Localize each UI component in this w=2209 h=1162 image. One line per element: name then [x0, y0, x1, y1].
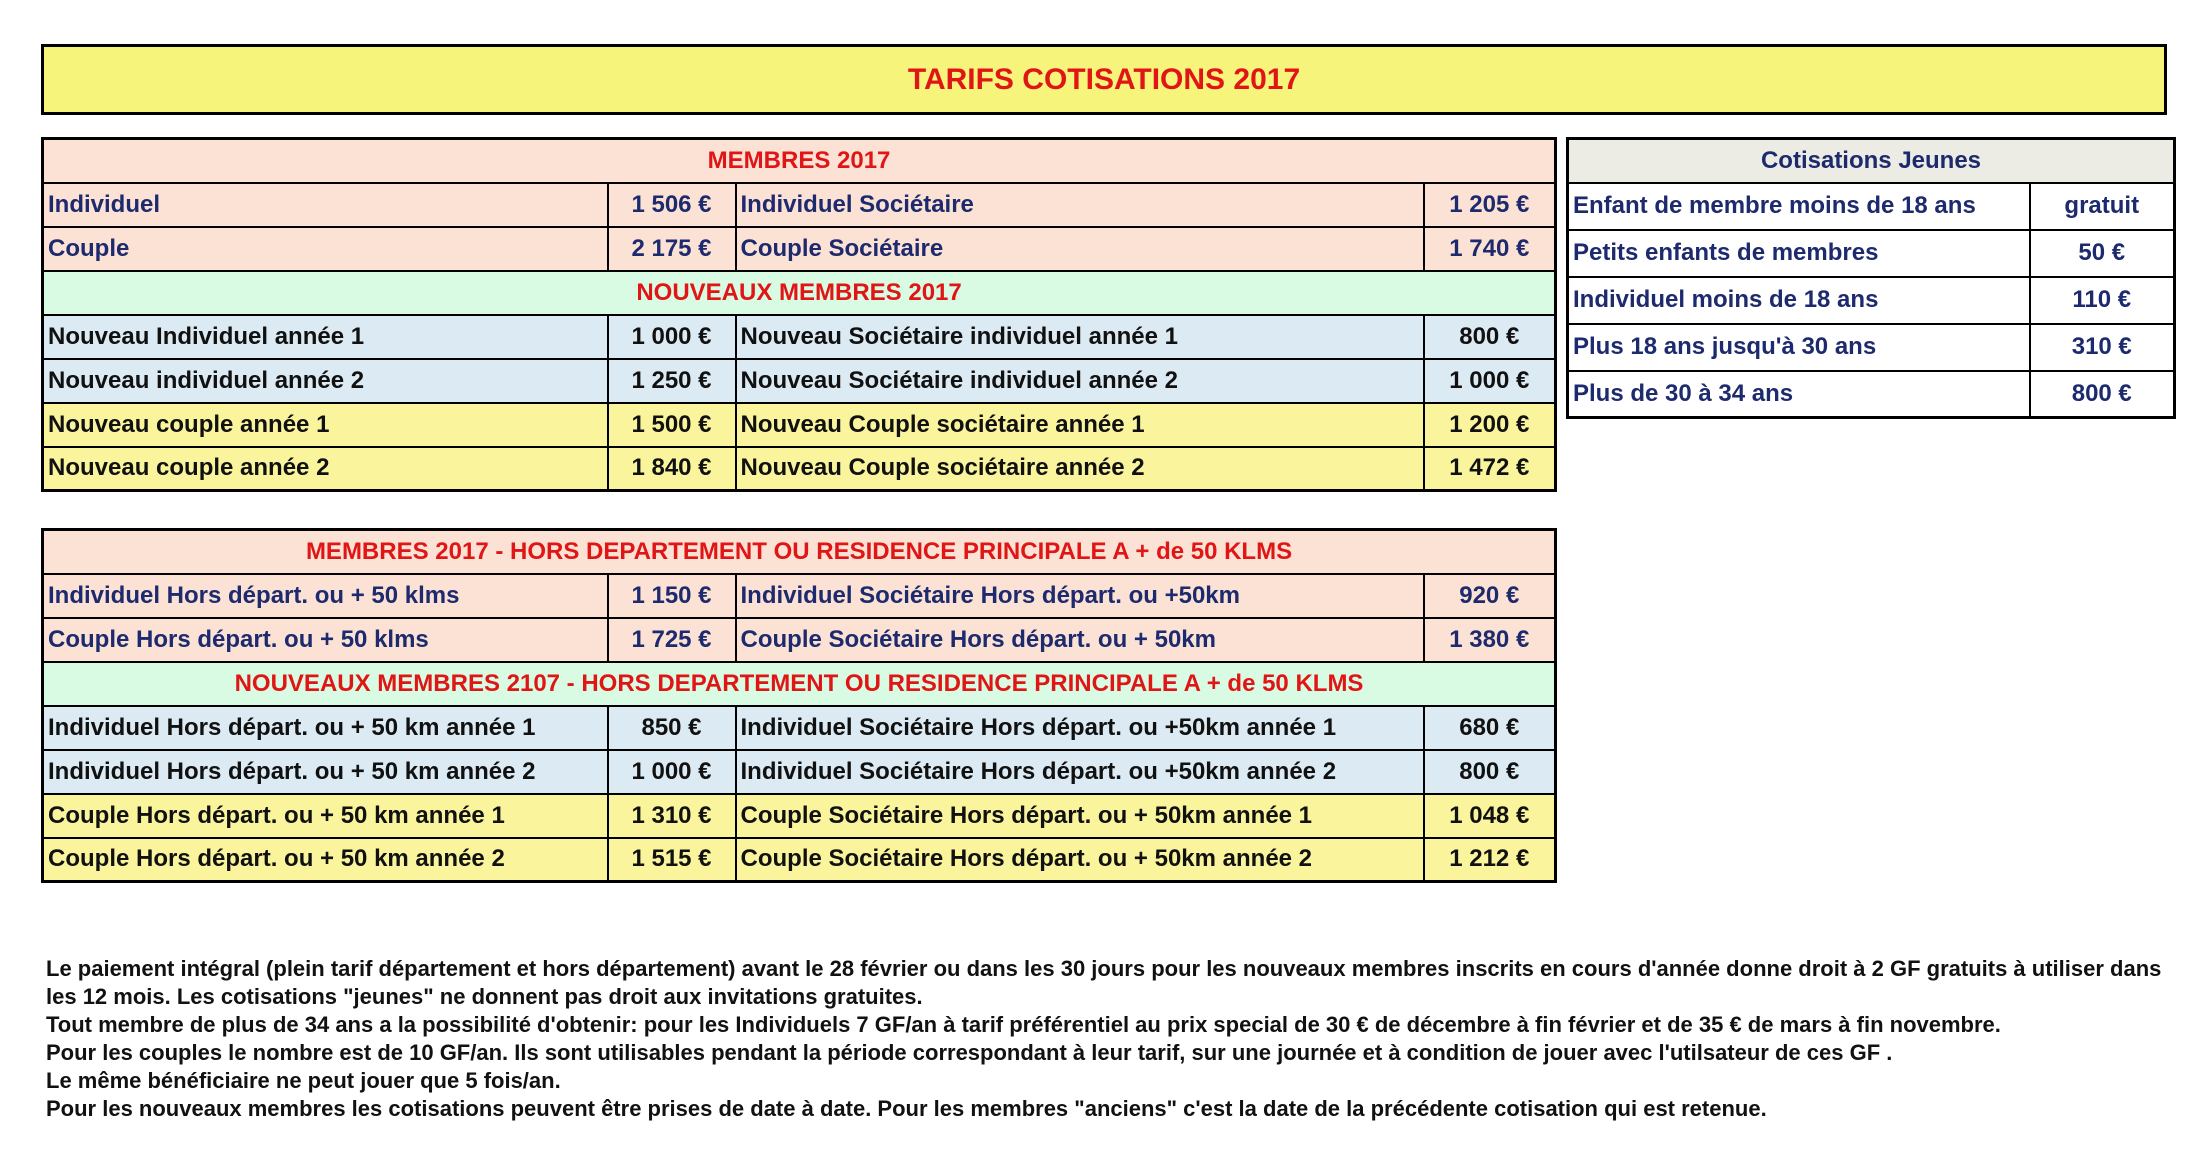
row-label: Couple Hors départ. ou + 50 km année 2 — [43, 838, 608, 882]
row-price: 1 205 € — [1424, 183, 1556, 227]
row-label: Nouveau Couple sociétaire année 2 — [736, 447, 1424, 491]
row-label: Nouveau individuel année 2 — [43, 359, 608, 403]
row-label: Nouveau Sociétaire individuel année 1 — [736, 315, 1424, 359]
footer-paragraph: Le paiement intégral (plein tarif département et hors département) avant le 28 février ou dans les 30 jours pour les nouveaux membres inscrits en cours d'année donne droit à 2 GF gratuits à utiliser dans les 12 mois. Les cotisations "jeunes" ne donnent pas droit aux invitations gratuites. — [46, 956, 2162, 1009]
page-title: TARIFS COTISATIONS 2017 — [41, 44, 2167, 115]
table-row — [43, 618, 1556, 662]
row-price: 1 150 € — [608, 574, 736, 618]
section-header: Cotisations Jeunes — [1568, 139, 2175, 183]
row-price: 1 506 € — [608, 183, 736, 227]
table-row — [43, 838, 1556, 882]
row-price: 1 000 € — [608, 315, 736, 359]
row-price: gratuit — [2030, 183, 2175, 230]
table-row — [43, 750, 1556, 794]
footer-paragraph: Pour les nouveaux membres les cotisations peuvent être prises de date à date. Pour les membres "anciens" c'est la date de la précédente cotisation qui est retenue. — [46, 1096, 1767, 1121]
row-label: Petits enfants de membres — [1568, 230, 2030, 277]
row-label: Couple Hors départ. ou + 50 km année 1 — [43, 794, 608, 838]
row-label: Individuel moins de 18 ans — [1568, 277, 2030, 324]
table-row — [1568, 183, 2175, 230]
row-label: Couple Sociétaire Hors départ. ou + 50km — [736, 618, 1424, 662]
row-label: Individuel — [43, 183, 608, 227]
row-label: Individuel Sociétaire Hors départ. ou +50km année 2 — [736, 750, 1424, 794]
row-price: 920 € — [1424, 574, 1556, 618]
row-label: Nouveau couple année 1 — [43, 403, 608, 447]
row-price: 1 380 € — [1424, 618, 1556, 662]
row-label: Plus 18 ans jusqu'à 30 ans — [1568, 324, 2030, 371]
table-row — [1568, 371, 2175, 418]
row-label: Individuel Sociétaire Hors départ. ou +50km — [736, 574, 1424, 618]
section-header: MEMBRES 2017 — [43, 139, 1556, 183]
table-row — [43, 227, 1556, 271]
row-price: 1 472 € — [1424, 447, 1556, 491]
row-price: 1 740 € — [1424, 227, 1556, 271]
row-price: 800 € — [1424, 315, 1556, 359]
row-label: Enfant de membre moins de 18 ans — [1568, 183, 2030, 230]
row-price: 1 515 € — [608, 838, 736, 882]
row-label: Individuel Hors départ. ou + 50 klms — [43, 574, 608, 618]
section-header: NOUVEAUX MEMBRES 2017 — [43, 271, 1556, 315]
row-label: Couple Sociétaire Hors départ. ou + 50km année 1 — [736, 794, 1424, 838]
table-row — [1568, 277, 2175, 324]
table-row — [43, 447, 1556, 491]
row-price: 680 € — [1424, 706, 1556, 750]
row-price: 1 310 € — [608, 794, 736, 838]
row-label: Couple Sociétaire Hors départ. ou + 50km année 2 — [736, 838, 1424, 882]
row-price: 1 500 € — [608, 403, 736, 447]
row-label: Individuel Sociétaire — [736, 183, 1424, 227]
table-row — [43, 403, 1556, 447]
row-price: 1 250 € — [608, 359, 736, 403]
row-price: 1 048 € — [1424, 794, 1556, 838]
cotisations-jeunes-table — [1566, 137, 2176, 419]
row-price: 1 000 € — [608, 750, 736, 794]
row-label: Nouveau Couple sociétaire année 1 — [736, 403, 1424, 447]
row-price: 110 € — [2030, 277, 2175, 324]
footer-notes — [46, 955, 2176, 1123]
row-label: Nouveau Individuel année 1 — [43, 315, 608, 359]
footer-paragraph: Tout membre de plus de 34 ans a la possibilité d'obtenir: pour les Individuels 7 GF/an à tarif préférentiel au prix special de 30 € de décembre à fin février et de 35 € de mars à fin novembre. — [46, 1012, 2001, 1037]
row-label: Couple — [43, 227, 608, 271]
row-label: Individuel Hors départ. ou + 50 km année 1 — [43, 706, 608, 750]
row-price: 310 € — [2030, 324, 2175, 371]
section-header: NOUVEAUX MEMBRES 2107 - HORS DEPARTEMENT OU RESIDENCE PRINCIPALE A + de 50 KLMS — [43, 662, 1556, 706]
table-row — [43, 706, 1556, 750]
row-label: Nouveau couple année 2 — [43, 447, 608, 491]
row-price: 1 212 € — [1424, 838, 1556, 882]
row-price: 1 840 € — [608, 447, 736, 491]
row-label: Couple Sociétaire — [736, 227, 1424, 271]
row-label: Nouveau Sociétaire individuel année 2 — [736, 359, 1424, 403]
footer-paragraph: Pour les couples le nombre est de 10 GF/an. Ils sont utilisables pendant la période correspondant à leur tarif, sur une journée et à condition de jouer avec l'utilsateur de ces GF . — [46, 1040, 1893, 1065]
table-row — [43, 574, 1556, 618]
table-row — [1568, 230, 2175, 277]
footer-paragraph: Le même bénéficiaire ne peut jouer que 5 fois/an. — [46, 1068, 561, 1093]
row-label: Individuel Hors départ. ou + 50 km année 2 — [43, 750, 608, 794]
row-price: 800 € — [2030, 371, 2175, 418]
row-label: Couple Hors départ. ou + 50 klms — [43, 618, 608, 662]
row-label: Plus de 30 à 34 ans — [1568, 371, 2030, 418]
row-price: 50 € — [2030, 230, 2175, 277]
table-row — [43, 794, 1556, 838]
table-row — [1568, 324, 2175, 371]
table-row — [43, 359, 1556, 403]
row-price: 800 € — [1424, 750, 1556, 794]
table-row — [43, 183, 1556, 227]
row-price: 1 725 € — [608, 618, 736, 662]
table-row — [43, 315, 1556, 359]
section-header: MEMBRES 2017 - HORS DEPARTEMENT OU RESIDENCE PRINCIPALE A + de 50 KLMS — [43, 530, 1556, 574]
tarifs-membres-table — [41, 137, 1557, 492]
row-price: 2 175 € — [608, 227, 736, 271]
row-price: 850 € — [608, 706, 736, 750]
row-label: Individuel Sociétaire Hors départ. ou +50km année 1 — [736, 706, 1424, 750]
row-price: 1 200 € — [1424, 403, 1556, 447]
tarifs-hors-departement-table — [41, 528, 1557, 883]
row-price: 1 000 € — [1424, 359, 1556, 403]
